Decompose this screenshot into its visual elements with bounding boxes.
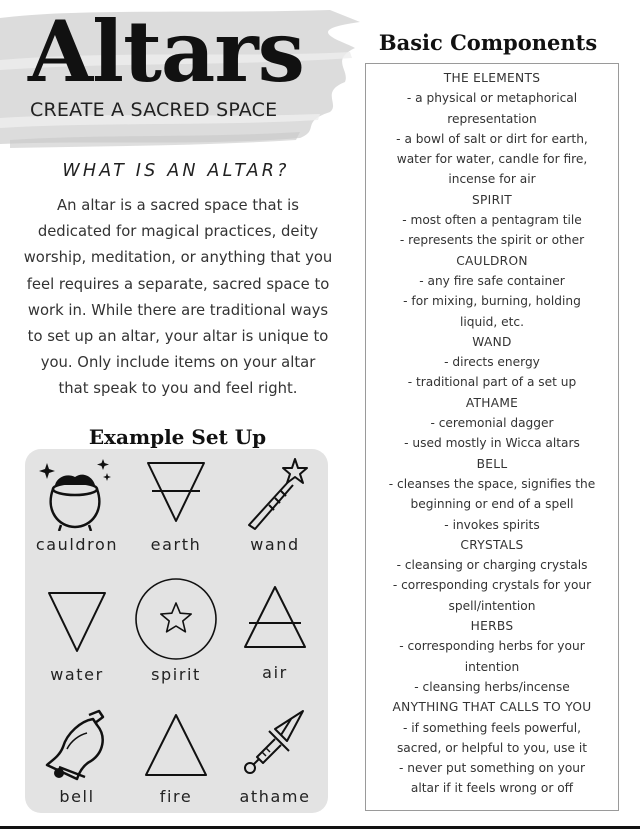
item-label: water [50,665,104,684]
example-item-fire [126,707,226,806]
page-title: Altars [28,2,304,101]
component-line: - cleansing or charging crystals [396,558,588,573]
intro-line: feel requires a separate, sacred space to [26,275,330,293]
item-label: athame [239,787,311,806]
page-subtitle: CREATE A SACRED SPACE [30,99,278,121]
item-label: bell [59,787,95,806]
example-item-athame [225,707,325,806]
wand-icon [235,455,315,531]
example-heading: Example Set Up [88,425,267,449]
water-symbol-icon [37,585,117,661]
air-symbol-icon [235,583,315,659]
example-setup-panel [25,449,328,813]
component-line: - cleansing herbs/incense [414,679,570,694]
intro-line: to set up an altar, your altar is unique to [27,328,329,346]
component-line: water for water, candle for fire, [396,152,588,167]
component-section-heading: CRYSTALS [460,537,524,552]
component-line: - ceremonial dagger [430,416,554,431]
item-label: wand [250,535,300,554]
component-line: - corresponding herbs for your [399,639,585,654]
component-line: - never put something on your [398,761,586,776]
intro-heading: WHAT IS AN ALTAR? [62,161,290,181]
component-section-heading: ATHAME [465,395,519,410]
component-section-heading: HERBS [470,619,514,634]
example-item-wand [225,455,325,554]
components-heading: Basic Components [378,30,598,55]
component-line: incense for air [448,172,536,187]
component-line: intention [464,659,520,674]
intro-line: you. Only include items on your altar [40,354,316,372]
component-line: - any fire safe container [419,273,565,288]
component-section-heading: CAULDRON [456,253,528,268]
example-item-air [225,583,325,682]
item-label: spirit [151,665,201,684]
item-label: fire [159,787,193,806]
bell-icon [37,707,117,783]
component-line: representation [447,111,537,126]
component-line: - directs energy [444,355,540,370]
example-item-water [27,585,127,684]
component-line: - a physical or metaphorical [406,91,578,106]
component-line: - a bowl of salt or dirt for earth, [396,131,588,146]
intro-line: worship, meditation, or anything that you [23,249,333,267]
component-line: beginning or end of a spell [410,497,574,512]
component-line: - most often a pentagram tile [402,213,582,228]
athame-icon [235,707,315,783]
item-label: earth [150,535,202,554]
component-line: - invokes spirits [444,517,540,532]
component-section-heading: SPIRIT [472,192,512,207]
component-line: liquid, etc. [460,314,524,329]
component-line: - cleanses the space, signifies the [388,476,596,491]
component-line: - for mixing, burning, holding [403,294,581,309]
components-list [370,68,614,799]
component-line: - corresponding crystals for your [392,578,592,593]
component-line: sacred, or helpful to you, use it [396,740,588,755]
example-item-spirit [126,577,226,684]
component-section-heading: ANYTHING THAT CALLS TO YOU [392,700,592,715]
earth-symbol-icon [136,455,216,531]
example-item-cauldron [27,455,127,554]
example-item-bell [27,707,127,806]
fire-symbol-icon [136,707,216,783]
intro-line: An altar is a sacred space that is [57,197,299,214]
component-line: - traditional part of a set up [407,375,577,390]
example-item-earth [126,455,226,554]
component-line: - represents the spirit or other [399,233,585,248]
pentacle-icon [134,577,218,661]
component-line: - used mostly in Wicca altars [404,436,580,451]
intro-paragraph [14,193,342,403]
intro-line: that speak to you and feel right. [58,380,298,398]
intro-line: dedicated for magical practices, deity [37,223,319,241]
component-section-heading: THE ELEMENTS [443,71,541,85]
item-label: cauldron [35,535,119,554]
cauldron-icon [37,455,117,531]
component-line: spell/intention [448,598,536,613]
component-line: altar if it feels wrong or off [410,781,574,796]
component-line: - if something feels powerful, [402,720,582,735]
intro-line: work in. While there are traditional ways [27,301,329,319]
component-section-heading: BELL [476,456,508,471]
item-label: air [262,663,288,682]
component-section-heading: WAND [472,334,512,349]
